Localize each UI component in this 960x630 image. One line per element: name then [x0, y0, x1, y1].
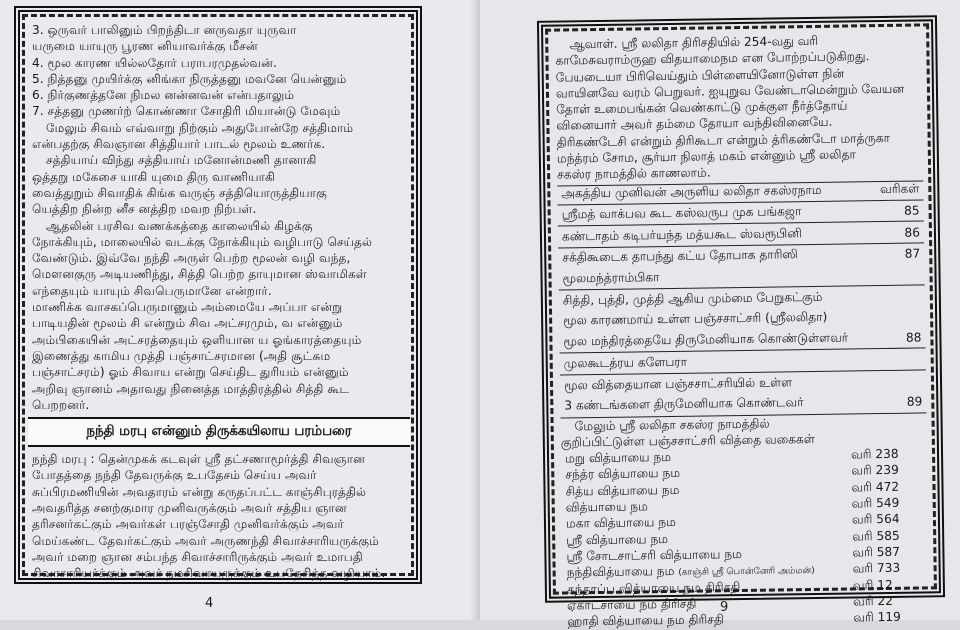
verse-line: சத்தியாய் விந்து சத்தியாய் மனோன்மணி தானாகி: [46, 153, 317, 168]
text-line: நோக்கியும், மாலையில் வடக்கு நோக்கியும் வழிபாடு செய்தல்: [32, 234, 373, 249]
vidya-line-ref: வரி 12: [852, 577, 893, 592]
text-line: 5. நித்தனு முயிர்க்கு னிங்கா நிருத்தனு மவனே யென்னும்: [32, 71, 347, 86]
text-line: நந்தி மரபு : தென்முகக் கடவுள் ஸ்ரீ தட்சணாமூர்த்தி சிவஞான: [32, 452, 365, 467]
text-line: சகஸ்ர நாமத்தில் காணலாம்.: [557, 165, 711, 182]
text-line: அவர் மறை ஞான சம்பந்த சிவாச்சாரிருக்கும் அவர் உமாபதி: [32, 549, 363, 564]
text-line: எந்தையும் யாயும் சிவபெருமானே என்றார்.: [32, 283, 272, 298]
vidya-line-ref: வரி 472: [851, 479, 900, 495]
row-text: முலகூடத்ரய களேபரா: [563, 354, 688, 371]
table-header-title: அகத்திய முனிவன் அருளிய லலிதா சகஸ்ரநாம: [561, 182, 822, 201]
vidya-line-ref: வரி 239: [851, 463, 899, 478]
text-line: பாடியதின் மூலம் சி என்றும் சிவ அட்சரமும், வ என்னும்: [32, 316, 343, 331]
table-header-column: வரிகள்: [880, 181, 920, 196]
vidya-name: ஏகாட்சர்யை நம திரிசதி: [567, 596, 697, 613]
row-text: மூல வித்தையான பஞ்சசாட்சரியில் உள்ள: [563, 374, 793, 392]
vidya-line-ref: வரி 564: [851, 512, 900, 527]
text-line: என்பதற்கு சிவஞான சித்தியார் பாடல் மூலம் உணர்க.: [32, 137, 326, 152]
row-text: மூலமந்த்ராம்பிகா: [562, 270, 660, 286]
row-number: 86: [904, 225, 921, 240]
text-line: மெய்கண்ட தேவர்கட்கும் அவர் அருணந்தி சிவாச்சாரியருக்கும்: [32, 533, 379, 548]
vidya-line-ref: வரி 549: [851, 495, 900, 511]
vidya-name: வித்யாயை நம: [565, 499, 648, 515]
left-text-block-a: [32, 22, 406, 413]
page-number: 4: [205, 596, 214, 611]
text-line: சிவாசாரியர்க்கும் அவர் நமசிவாயருக்கும் உபதேசித்த வழியாம்.: [32, 566, 386, 581]
text-line: மந்த்ரம் சோம, சூர்யா நிலாத் மகம் என்னும் ஸ்ரீ லலிதா: [556, 147, 856, 166]
text-line: சுப்பிரமணியின் அவதாரம் என்று கருதப்பட்ட காஞ்சிபுரத்தில்: [32, 484, 367, 499]
text-line: மௌனகுரு அடியணிந்து, சித்தி பெற்ற தாயுமான ஸ்வாமிகள்: [32, 267, 367, 282]
row-text: கண்டாதம் கடிபர்யந்த மத்யகூட ஸ்வரூபினி: [561, 225, 802, 244]
text-line: பஞ்சாட்சரம்) ஓம் சிவாய என்று செய்திட துரியம் என்னும்: [32, 365, 349, 380]
text-line: பெறறனர்.: [32, 397, 90, 412]
verse-line: ஒத்தறு மகேசை யாகி யுமை திரு வாணியாகி: [32, 169, 276, 184]
text-line: அவதரித்த சனற்குமார முனிவருக்கும் அவர் சத்திய ஞான: [32, 501, 347, 516]
text-line: மேலும் ஸ்ரீ லலிதா சகஸ்ர நாமத்தில்: [574, 416, 770, 433]
text-line: வினையார் அவர் தம்மை தோயா வந்திவினையே.: [556, 115, 833, 134]
vidya-name: ஸ்ரீ வித்யாயை நம: [566, 531, 669, 548]
row-number: 88: [905, 330, 922, 345]
vidya-line-ref: வரி 238: [850, 446, 899, 462]
row-text: சக்திகூடைக தாபந்து கட்ய தோபாக தாரிஸி: [562, 247, 798, 265]
row-text: மூல மந்திரத்தையே திருமேனியாக கொண்டுள்ளவர்: [563, 330, 849, 349]
text-line: வேண்டும். இவ்வே நந்தி அருள் பெற்ற மூலன் வழி வந்த,: [32, 251, 351, 266]
row-number: 89: [906, 394, 923, 409]
text-line: அறிவு ஞானம் அதாவது நினைத்த மாத்திரத்தில் சித்தி கூட: [32, 381, 350, 396]
vidya-name: மகா வித்யாயை நம: [565, 515, 677, 531]
text-line: 4. மூல காரண யில்லதோர் பராபரமுதல்வன்.: [32, 55, 277, 70]
left-page-content: [32, 22, 406, 581]
vidya-name: நந்திவித்யாயை நம: [566, 564, 675, 580]
left-page-border: [14, 6, 422, 584]
page-number: 9: [720, 600, 729, 615]
row-text: மூல காரணமாய் உள்ள பஞ்சசாட்சரி (ஸ்ரீலலிதா): [563, 310, 828, 328]
text-line: இணைத்து காமிய முத்தி பஞ்சாட்சரமான (அதி சூட்சும: [32, 348, 331, 363]
text-line: யருமை யாயுரு பூரண னியாவர்க்கு மீசன்: [32, 39, 258, 54]
text-line: மேலும் சிவம் எவ்வாறு நிற்கும் அதுபோன்றே சத்திமாம்: [46, 120, 354, 135]
text-line: 7. சத்தனு முணர்ற் கொண்ணா சோதிரி மியான்டு மேவும்: [32, 104, 341, 119]
vidya-line-ref: வரி 733: [852, 561, 901, 576]
text-line: அம்பிகையின் அட்சரத்தையும் ஒளியான ய ஓங்காரத்தையும்: [32, 332, 362, 347]
left-page: [0, 0, 480, 620]
row-text: ஸ்ரீமத் வாக்பவ கூட கஸ்வருப முக பங்கஜா: [561, 204, 802, 222]
row-number: 85: [904, 203, 920, 218]
row-text: 3 கண்டங்களை திருமேனியாக கொண்டவர்: [564, 395, 804, 413]
text-line: வாயினவே வரம் பெறுவர். ஐயுறுவ வேண்டாமென்றும் வேயன: [555, 81, 905, 101]
vidya-name: ஸ்ரீ சோடசாட்சரி வித்யாயை நம: [566, 546, 743, 564]
text-line: தோள் உமைபங்கன் வெண்காட்டு முக்குள நீர்த்தோய்: [556, 98, 848, 117]
text-line: தரிசனர்கட்கும் அவர்கள் பரஞ்சோதி முனிவர்க்கும் அவர்: [32, 517, 344, 532]
vidya-name: சித்ய வித்யாயை நம: [565, 482, 680, 499]
text-line: போதத்தை நந்தி தேவருக்கு உபதேசம் செய்ய அவர்: [32, 468, 317, 483]
vidya-list: [561, 446, 929, 630]
vidya-note: (காஞ்சி ஸ்ரீ பொன்னேரி அம்மன்): [678, 566, 815, 579]
text-line: திரிகண்டேசி என்றும் திரிகூடா என்றும் த்ரிகண்டோ மாத்ருகா: [556, 130, 891, 150]
left-text-block-b: [32, 451, 406, 581]
vidya-line-ref: வரி 587: [852, 544, 901, 560]
vidya-name: சந்த்ர வித்யாயை நம: [565, 466, 681, 482]
vidya-name: கந்தாப்ப வித்யாயை நம திரிசதி: [566, 579, 741, 596]
text-line: மாணிக்க வாசகப்பெருமானும் அம்மையே அப்பா என்று: [32, 300, 343, 315]
vidya-line-ref: வரி 119: [853, 609, 901, 625]
vidya-name: ஹாதி வித்யாயை நம திரிசதி: [567, 612, 725, 629]
names-table: [558, 200, 927, 418]
row-text: சித்தி, புத்தி, முத்தி ஆகிய மும்மை பேறுகட்கும்: [562, 289, 823, 308]
text-line: ஆதலின் பரசிவ வணக்கத்தை காலையில் கிழக்கு: [46, 218, 313, 233]
vidya-name: மறு வித்யாயை நம: [564, 450, 672, 466]
text-line: 6. நிர்குணத்தனே நிமல னன்னவன் என்பதாலும்: [32, 88, 295, 103]
text-line: ஆவாள். ஸ்ரீ லலிதா திரிசதியில் 254-வது வரி: [569, 33, 819, 52]
verse-line: யெத்திற நின்ற னீச னத்திற மவற நிற்பள்.: [32, 202, 257, 217]
text-line: குறிப்பிட்டுள்ள பஞ்சசாட்சரி வித்தை வகைகள்: [560, 431, 815, 450]
row-number: 87: [904, 246, 921, 262]
text-line: 3. ஒருவர் பாலினும் பிறந்திடா னருவதா யுருவா: [32, 23, 297, 37]
vidya-line-ref: வரி 22: [852, 593, 894, 609]
right-page-border: [537, 15, 945, 629]
note-block: [561, 413, 927, 451]
text-line: பேயடையா பிரிவெய்தும் பிள்ளையினோடுள்ள நின்: [555, 66, 845, 85]
verse-line: வைத்துறும் சிவாதிக் கிங்க வருஞ் சத்தியொருத்தியாகு: [32, 185, 327, 200]
intro-block: [555, 31, 923, 183]
section-heading: நந்தி மரபு என்னும் திருக்கயிலாய பரம்பரை: [28, 417, 410, 447]
vidya-line-ref: வரி 585: [852, 528, 900, 544]
text-line: காமேசுவராம்ருஹ விதயாமைநம என போற்றப்படுகிறது.: [555, 49, 870, 68]
right-page-content: [555, 31, 929, 629]
vidya-name-wrap: [567, 561, 815, 581]
